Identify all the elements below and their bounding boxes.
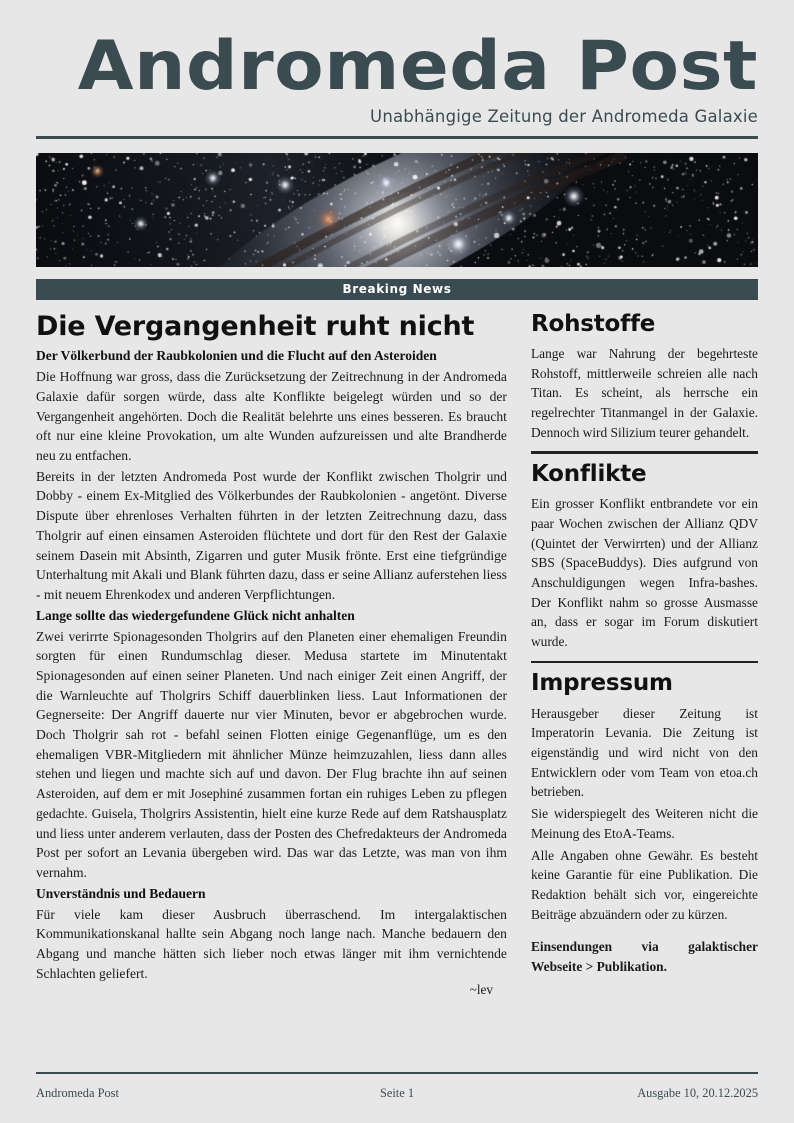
main-column xyxy=(36,312,507,999)
sidebar-section-title-konflikte: Konflikte xyxy=(530,460,647,487)
article-paragraph: Zwei verirrte Spionagesonden Tholgrirs auf den Planeten einer ehemaligen Freundin sorgten für einen Rundumschlag dieser. Medusa startete im Minutentakt Spionagesonden auf einen seiner Planeten. Und nach einiger Zeit einen Angriff, der die Warnleuchte auf Tholgrirs Schiff dauerblinken liess. Laut Informationen der Gegnerseite: Der Angriff dauerte nur vier Minuten, bevor er abgebrochen wurde. Doch Tholgrir sah rot - befahl seinen Flotten einige Gegenanflüge, um es den ehemaligen VBR-Mitgliedern mit ähnlicher Münze heimzuzahlen, liess dann alles stehen und liegen und machte sich auf und davon. Der Flug brachte ihn auf seinen Asteroiden, auf dem er mit Josephiné zusammen fortan ein ruhiges Leben zu pflegen gedachte. Guisela, Tholgrirs Assistentin, hielt eine kurze Rede auf dem Ratshausplatz und liess unter anderem verlauten, dass der Posten des Chefredakteurs der Andromeda Post per sofort an Levania übergeben wird. Das war das Letzte, was man von ihm vernahm. xyxy=(36,628,507,880)
page-footer xyxy=(36,1072,758,1102)
sidebar-submission-note: Einsendungen via galaktischer Webseite > Publikation. xyxy=(530,939,758,975)
section-subhead: Der Völkerbund der Raubkolonien und die Flucht auf den Asteroiden xyxy=(36,348,437,364)
galaxy-banner-image xyxy=(36,153,758,267)
footer-divider xyxy=(36,1072,758,1075)
section-subhead: Lange sollte das wiedergefundene Glück nicht anhalten xyxy=(36,607,355,623)
article-paragraph: Die Hoffnung war gross, dass die Zurücksetzung der Zeitrechnung in der Andromeda Galaxie dafür sorgen würde, dass alte Konflikte beigelegt würden und so der Vergangenheit angehörten. Doch die Realität belehrte uns eines besseren. Es braucht oft nur eine kleine Provokation, um alte Wunden aufzureissen und alte Brandherde neu zu entfachen. xyxy=(36,369,507,463)
sidebar-section-title-impressum: Impressum xyxy=(530,670,673,697)
breaking-news-label: Breaking News xyxy=(342,282,452,297)
masthead-divider xyxy=(36,136,758,139)
sidebar-divider xyxy=(531,451,758,454)
footer-page-number: Seite 1 xyxy=(379,1086,415,1100)
article-paragraph: Bereits in der letzten Andromeda Post wurde der Konflikt zwischen Tholgrir und Dobby - einem Ex-Mitglied des Völkerbundes der Raubkolonien - angetönt. Diverse Dispute über ehrenloses Verhalten führten in der letzten Zeitrechnung dazu, dass Tholgrir auf einen einsamen Asteroiden flüchtete und dort für den Rest der Galaxie seinem Dasein mit Absinth, Zigarren und guter Musik frönte. Erst eine tiefgründige Unterhaltung mit Akali und Blank führten dazu, dass er seine Allianz auferstehen liess - mit neuem Ehrenkodex und anderen Verpflichtungen. xyxy=(36,468,507,602)
galaxy-canvas xyxy=(36,153,758,267)
article-paragraph: Für viele kam dieser Ausbruch überraschend. Im intergalaktischen Kommunikationskanal hallte sein Abgang noch lange nach. Manche bedauern den Abgang und manche hätten sich lieber noch etwas länger mit ihm vernichtende Schlachten geliefert. xyxy=(36,906,507,981)
sidebar-column xyxy=(531,312,758,979)
footer-issue-date: Ausgabe 10, 20.12.2025 xyxy=(637,1086,759,1100)
sidebar-divider xyxy=(531,661,758,664)
sidebar-paragraph: Herausgeber dieser Zeitung ist Imperatorin Levania. Die Zeitung ist eigenständig und wird nicht von den Entwicklern oder vom Team von etoa.ch betrieben. xyxy=(530,705,758,800)
masthead xyxy=(36,27,758,126)
section-subhead: Unverständnis und Bedauern xyxy=(36,885,206,901)
main-headline: Die Vergangenheit ruht nicht xyxy=(36,310,475,342)
sidebar-paragraph: Lange war Nahrung der begehrteste Rohstoff, mittlerweile schreien alle nach Titan. Es scheint, als herrsche ein regelrechter Titanmangel in der Galaxie. Dennoch wird Silizium teurer gehandelt. xyxy=(530,345,758,440)
content-columns xyxy=(36,312,758,999)
footer-publication-name: Andromeda Post xyxy=(36,1086,119,1100)
newspaper-title: Andromeda Post xyxy=(77,27,758,106)
sidebar-paragraph: Alle Angaben ohne Gewähr. Es besteht keine Garantie für eine Publikation. Die Redaktion behält sich vor, eingereichte Beiträge abzuändern oder zu kürzen. xyxy=(530,847,758,922)
sidebar-paragraph: Ein grosser Konflikt entbrandete vor ein paar Wochen zwischen der Allianz QDV (Quintet der Verwirrten) und der Allianz SBS (SpaceBuddys). Dies aufgrund von Anschuldigungen wegen Infra-bashes. Der Konflikt nahm so grosse Ausmasse an, dass er sogar im Forum diskutiert wurde. xyxy=(530,496,758,650)
newspaper-subtitle: Unabhängige Zeitung der Andromeda Galaxie xyxy=(370,106,758,126)
article-signature: ~lev xyxy=(469,982,493,998)
breaking-news-bar xyxy=(36,279,758,300)
sidebar-section-title-rohstoffe: Rohstoffe xyxy=(530,310,656,337)
sidebar-paragraph: Sie widerspiegelt des Weiteren nicht die Meinung des EtoA-Teams. xyxy=(530,806,758,841)
sidebar-spacer xyxy=(531,926,758,937)
